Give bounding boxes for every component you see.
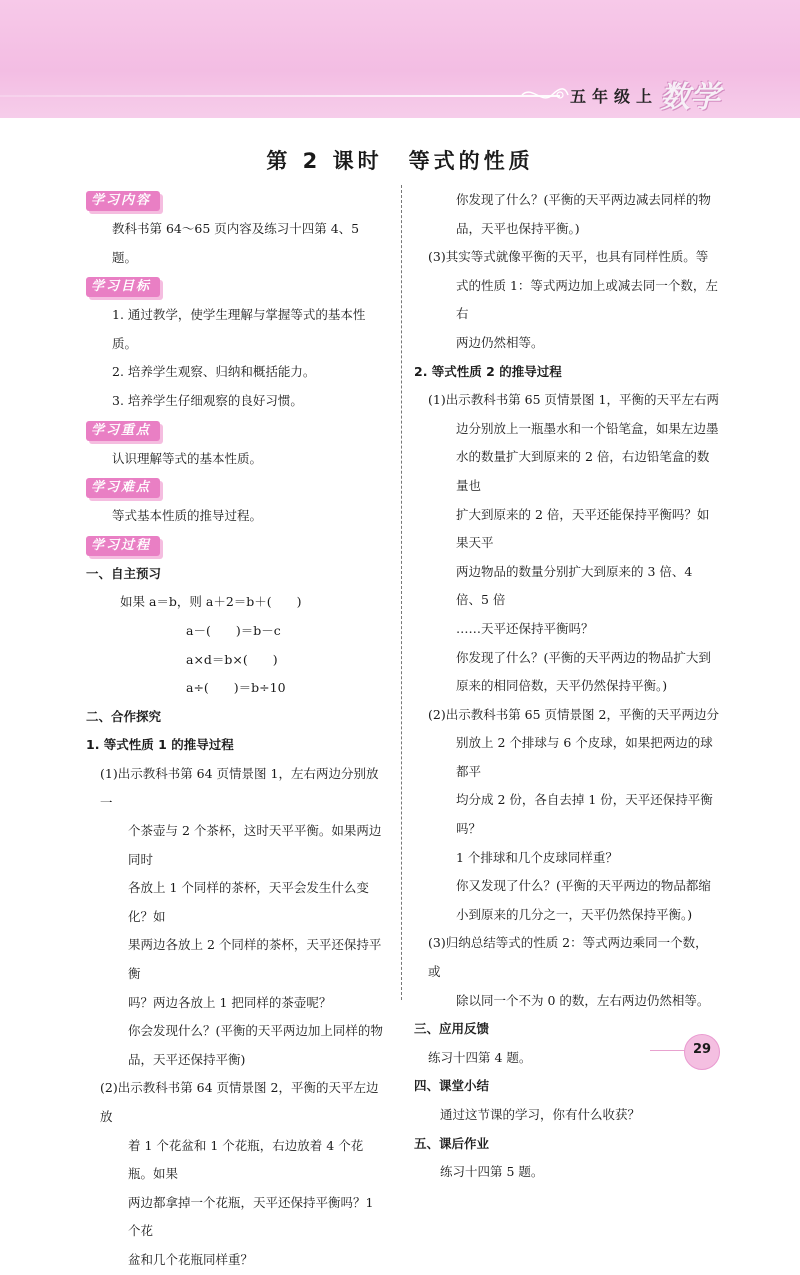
item-1-1-line: 你会发现什么？(平衡的天平两边加上同样的物 bbox=[128, 1023, 383, 1039]
continue-line: 品，天平也保持平衡。) bbox=[456, 220, 580, 236]
item-1-1-line: 各放上 1 个同样的茶杯，天平会发生什么变化？如 bbox=[128, 880, 369, 924]
section-4-title: 四、课堂小结 bbox=[414, 1078, 490, 1094]
preview-eq-1: 如果 a＝b，则 a＋2＝b＋( ) bbox=[120, 594, 302, 610]
item-2-2-line: 小到原来的几分之一，天平仍然保持平衡。) bbox=[456, 906, 693, 922]
section-5-text: 练习十四第 5 题。 bbox=[440, 1164, 544, 1180]
item-1-2-line: 两边都拿掉一个花瓶，天平还保持平衡吗？1 个花 bbox=[128, 1194, 374, 1239]
goal-1: 1. 通过教学，使学生理解与掌握等式的基本性质。 bbox=[112, 307, 366, 351]
item-1-2-line: 着 1 个花盆和 1 个花瓶，右边放着 4 个花瓶。如果 bbox=[128, 1137, 364, 1182]
tag-key-point: 学习重点 bbox=[86, 421, 160, 441]
item-1-3-line: (3)其实等式就像平衡的天平，也具有同样性质。等 bbox=[428, 249, 709, 265]
item-2-1-line: (1)出示教科书第 65 页情景图 1，平衡的天平左右两 bbox=[428, 392, 719, 408]
item-2-1-line: 水的数量扩大到原来的 2 倍，右边铅笔盒的数量也 bbox=[456, 449, 710, 493]
item-2-2-line: 均分成 2 份，各自去掉 1 份，天平还保持平衡吗？ bbox=[456, 792, 713, 837]
left-column bbox=[86, 186, 388, 1275]
section-2-title: 二、合作探究 bbox=[86, 708, 162, 724]
item-2-3-line: 除以同一个不为 0 的数，左右两边仍然相等。 bbox=[456, 992, 710, 1008]
item-1-2-line: 盆和几个花瓶同样重？ bbox=[128, 1252, 254, 1267]
section-3-title: 三、应用反馈 bbox=[414, 1021, 490, 1037]
preview-eq-3: a×d＝b×( ) bbox=[186, 651, 278, 667]
item-1-3-line: 式的性质 1：等式两边加上或减去同一个数，左右 bbox=[456, 277, 718, 322]
item-2-1-line: 扩大到原来的 2 倍，天平还能保持平衡吗？如果天平 bbox=[456, 506, 710, 551]
tag-learning-goals: 学习目标 bbox=[86, 277, 160, 297]
item-2-1-line: 边分别放上一瓶墨水和一个铅笔盒，如果左边墨 bbox=[456, 420, 719, 436]
item-2-2-line: 你又发现了什么？(平衡的天平两边的物品都缩 bbox=[456, 878, 711, 894]
item-2-1-line: 两边物品的数量分别扩大到原来的 3 倍、4 倍、5 倍 bbox=[456, 563, 693, 608]
preview-eq-2: a－( )＝b－c bbox=[186, 622, 281, 638]
item-1-2-line: (2)出示教科书第 64 页情景图 2，平衡的天平左边放 bbox=[100, 1080, 379, 1125]
continue-line: 你发现了什么？(平衡的天平两边减去同样的物 bbox=[456, 192, 711, 207]
goal-2: 2. 培养学生观察、归纳和概括能力。 bbox=[112, 364, 316, 380]
page-number-rule bbox=[650, 1050, 686, 1051]
subsection-1-title: 1. 等式性质 1 的推导过程 bbox=[86, 737, 234, 753]
item-2-1-line: 原来的相同倍数，天平仍然保持平衡。) bbox=[456, 678, 668, 694]
item-2-2-line: 别放上 2 个排球与 6 个皮球，如果把两边的球都平 bbox=[456, 735, 713, 779]
lesson-title bbox=[0, 145, 800, 175]
preview-eq-4: a÷( )＝b÷10 bbox=[186, 680, 286, 696]
header-rule bbox=[0, 95, 560, 97]
section-4-text: 通过这节课的学习，你有什么收获？ bbox=[440, 1107, 641, 1122]
item-2-2-line: (2)出示教科书第 65 页情景图 2，平衡的天平两边分 bbox=[428, 706, 719, 722]
item-1-1-line: 果两边各放上 2 个同样的茶杯，天平还保持平衡 bbox=[128, 937, 382, 982]
tag-learning-process: 学习过程 bbox=[86, 536, 160, 556]
difficulty-text: 等式基本性质的推导过程。 bbox=[112, 508, 263, 524]
page-number: 29 bbox=[692, 1042, 712, 1057]
key-text: 认识理解等式的基本性质。 bbox=[112, 450, 263, 466]
item-2-1-line: ……天平还保持平衡吗？ bbox=[456, 620, 594, 636]
subsection-2-title: 2. 等式性质 2 的推导过程 bbox=[414, 363, 562, 379]
content-text: 教科书第 64～65 页内容及练习十四第 4、5 题。 bbox=[112, 221, 360, 265]
item-2-3-line: (3)归纳总结等式的性质 2：等式两边乘同一个数，或 bbox=[428, 935, 708, 980]
header-swirl-icon bbox=[520, 83, 570, 107]
item-1-1-line: 个茶壶与 2 个茶杯，这时天平平衡。如果两边同时 bbox=[128, 823, 382, 867]
item-2-1-line: 你发现了什么？(平衡的天平两边的物品扩大到 bbox=[456, 649, 711, 665]
goal-3: 3. 培养学生仔细观察的良好习惯。 bbox=[112, 392, 303, 408]
tag-learning-content: 学习内容 bbox=[86, 191, 160, 211]
lesson-topic: 等式的性质 bbox=[408, 149, 534, 173]
tag-difficulty: 学习难点 bbox=[86, 478, 160, 498]
item-1-1-line: (1)出示教科书第 64 页情景图 1，左右两边分别放一 bbox=[100, 765, 379, 810]
section-5-title: 五、课后作业 bbox=[414, 1135, 490, 1151]
item-1-1-line: 吗？两边各放上 1 把同样的茶壶呢？ bbox=[128, 994, 332, 1010]
item-2-2-line: 1 个排球和几个皮球同样重？ bbox=[456, 849, 618, 865]
section-1-title: 一、自主预习 bbox=[86, 565, 162, 581]
subject-logo: 数学 bbox=[660, 80, 720, 115]
grade-label: 五年级上 bbox=[570, 87, 659, 106]
item-1-3-line: 两边仍然相等。 bbox=[456, 334, 544, 350]
column-divider bbox=[401, 185, 402, 1000]
item-1-1-line: 品，天平还保持平衡) bbox=[128, 1051, 246, 1067]
section-3-text: 练习十四第 4 题。 bbox=[428, 1049, 532, 1065]
lesson-number: 第 2 课时 bbox=[266, 149, 383, 173]
page-number-badge bbox=[650, 1030, 720, 1070]
